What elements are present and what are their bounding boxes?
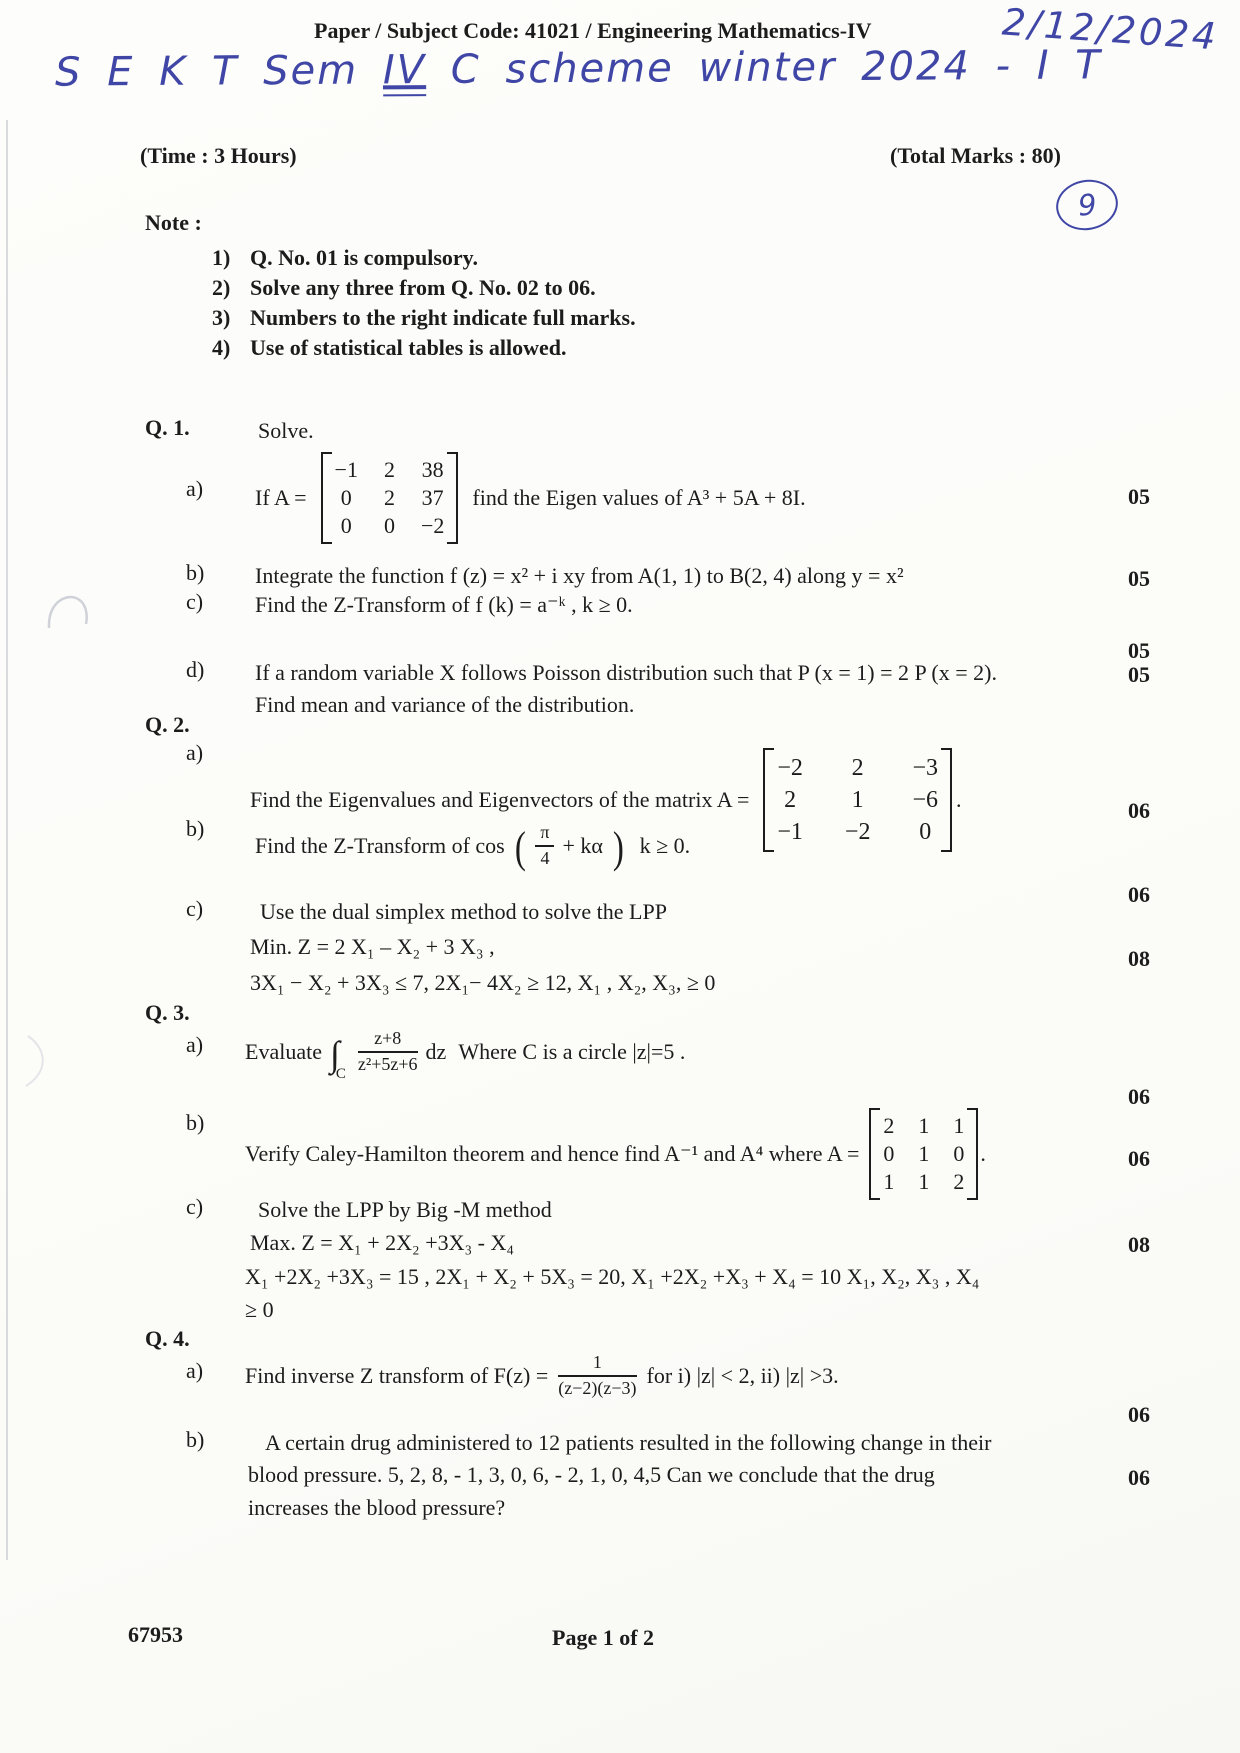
q1d-line2: Find mean and variance of the distribution. bbox=[255, 692, 635, 717]
q3b-post: . bbox=[980, 1141, 986, 1166]
fraction-numerator: z+8 bbox=[358, 1028, 418, 1053]
matrix-cell: −1 bbox=[777, 819, 803, 845]
time-allowed: (Time : 3 Hours) bbox=[140, 143, 297, 168]
q1a-marks: 05 bbox=[1128, 484, 1150, 509]
matrix-cell: 2 bbox=[383, 485, 395, 510]
q4b-line1: A certain drug administered to 12 patients resulted in the following change in their bbox=[265, 1430, 992, 1455]
q3-number: Q. 3. bbox=[145, 1000, 190, 1025]
matrix-cell: 1 bbox=[883, 1169, 895, 1194]
q4a-fraction bbox=[558, 1352, 636, 1399]
handwritten-grade-circle bbox=[1052, 175, 1122, 235]
q3a-dz: dz bbox=[425, 1038, 447, 1064]
q2a-marks: 06 bbox=[1128, 798, 1150, 823]
q1-number: Q. 1. bbox=[145, 415, 190, 440]
note-item-3-num: 3) bbox=[212, 305, 231, 330]
q3a-statement bbox=[245, 1028, 686, 1082]
fraction-denominator: 4 bbox=[540, 847, 550, 868]
q2c-line3: 3X₁ − X₂ + 3X₃ ≤ 7, 2X₁− 4X₂ ≥ 12, X₁ , X₂, X₃, ≥ 0 bbox=[250, 970, 716, 995]
matrix-cell: 2 bbox=[883, 1113, 895, 1138]
q2b-label: b) bbox=[186, 816, 205, 841]
q1c-marks: 05 bbox=[1128, 638, 1150, 663]
q1a-matrix bbox=[321, 452, 459, 544]
q3c-line2: Max. Z = X₁ + 2X₂ +3X₃ - X₄ bbox=[250, 1230, 515, 1255]
q4b-line2: blood pressure. 5, 2, 8, - 1, 3, 0, 6, - 2, 1, 0, 4,5 Can we conclude that the drug bbox=[248, 1462, 935, 1487]
q4b-marks: 06 bbox=[1128, 1465, 1150, 1490]
matrix-cell: −2 bbox=[420, 513, 445, 538]
matrix-cell: 37 bbox=[421, 485, 444, 510]
matrix-cell: 2 bbox=[953, 1169, 965, 1194]
fraction-numerator: 1 bbox=[558, 1352, 636, 1377]
matrix-cell: 2 bbox=[784, 787, 797, 813]
q2c-label: c) bbox=[186, 896, 204, 921]
q2b-marks: 06 bbox=[1128, 882, 1150, 907]
q2c-line2: Min. Z = 2 X₁ – X₂ + 3 X₃ , bbox=[250, 934, 495, 959]
q1b-label: b) bbox=[186, 560, 205, 585]
handwritten-grade: 9 bbox=[1076, 187, 1098, 223]
footer-paper-code: 67953 bbox=[128, 1622, 183, 1647]
class-note-part1: S E K T Sem bbox=[54, 47, 359, 96]
fraction-denominator: (z−2)(z−3) bbox=[558, 1377, 637, 1398]
q3c-label: c) bbox=[186, 1194, 204, 1219]
matrix-cell: −2 bbox=[777, 755, 803, 781]
integral-sign bbox=[329, 1033, 350, 1082]
note-item-1-num: 1) bbox=[212, 245, 231, 270]
note-item-2-num: 2) bbox=[212, 275, 231, 300]
q3a-post: Where C is a circle |z|=5 . bbox=[458, 1038, 686, 1064]
matrix-cell: 38 bbox=[421, 457, 444, 482]
note-item-4-num: 4) bbox=[212, 335, 231, 360]
q3c-line3: X₁ +2X₂ +3X₃ = 15 , 2X₁ + X₂ + 5X₃ = 20, X₁ +2X₂ +X₃ + X₄ = 10 X₁, X₂, X₃ , X₄ bbox=[245, 1264, 980, 1289]
q2b-post: k ≥ 0. bbox=[639, 832, 691, 858]
handwritten-date: 2/12/2024 bbox=[1000, 0, 1220, 59]
q1d-marks: 05 bbox=[1128, 662, 1150, 687]
q2a-matrix bbox=[763, 748, 952, 852]
q2-number: Q. 2. bbox=[145, 712, 190, 737]
q3b-matrix bbox=[869, 1108, 978, 1200]
q2b-statement: Find the Z-Transform of cos ( $\frac{\pi}{4}$ + kα ) k ≥ 0. bbox=[255, 822, 691, 872]
q1a-pre: If A = bbox=[255, 485, 307, 510]
q2b-fraction bbox=[535, 822, 554, 869]
matrix-cell: −2 bbox=[844, 819, 871, 845]
q1b-marks: 05 bbox=[1128, 566, 1150, 591]
class-note-sem-underlined: IV bbox=[383, 47, 427, 96]
matrix-cell: 0 bbox=[919, 819, 932, 845]
matrix-cell: 2 bbox=[851, 755, 864, 781]
q3c-marks: 08 bbox=[1128, 1232, 1150, 1257]
q4b-label: b) bbox=[186, 1427, 205, 1452]
q2a-label: a) bbox=[186, 740, 204, 765]
q2a-pre: Find the Eigenvalues and Eigenvectors of the matrix A = bbox=[250, 787, 750, 812]
q2c-line1: Use the dual simplex method to solve the LPP bbox=[260, 899, 667, 924]
matrix-cell: 1 bbox=[953, 1113, 965, 1138]
integral-subscript: C bbox=[335, 1065, 346, 1082]
q2a-post: . bbox=[956, 787, 962, 812]
q3b-label: b) bbox=[186, 1110, 205, 1135]
q3b-marks: 06 bbox=[1128, 1146, 1150, 1171]
q4-number: Q. 4. bbox=[145, 1326, 190, 1351]
matrix-cell: 0 bbox=[953, 1141, 965, 1166]
scan-edge-line bbox=[6, 120, 8, 1560]
q3a-pre: Evaluate bbox=[245, 1038, 322, 1064]
q1c-label: c) bbox=[186, 589, 204, 614]
q3b-pre: Verify Caley-Hamilton theorem and hence find A⁻¹ and A⁴ where A = bbox=[245, 1141, 860, 1166]
header-title: Paper / Subject Code: 41021 / Engineering Mathematics-IV bbox=[314, 18, 872, 43]
handwritten-class-note bbox=[55, 42, 1102, 95]
q1d-label: d) bbox=[186, 657, 205, 682]
q4a-pre: Find inverse Z transform of F(z) = bbox=[245, 1362, 549, 1388]
q4a-statement bbox=[245, 1352, 839, 1399]
faint-curve-mark bbox=[18, 1030, 58, 1090]
q1d-line1: If a random variable X follows Poisson distribution such that P (x = 1) = 2 P (x = 2). bbox=[255, 660, 997, 685]
q2c-marks: 08 bbox=[1128, 946, 1150, 971]
matrix-cell: −1 bbox=[334, 457, 358, 482]
q3a-marks: 06 bbox=[1128, 1084, 1150, 1109]
q1a-label: a) bbox=[186, 476, 204, 501]
matrix-cell: 0 bbox=[340, 513, 352, 538]
q2b-pre: Find the Z-Transform of cos bbox=[255, 832, 505, 858]
total-marks: (Total Marks : 80) bbox=[890, 143, 1061, 168]
q4a-label: a) bbox=[186, 1358, 204, 1383]
fraction-numerator: π bbox=[535, 822, 554, 847]
q3b-statement bbox=[245, 1108, 986, 1200]
matrix-cell: −6 bbox=[912, 787, 938, 813]
matrix-cell: 0 bbox=[883, 1141, 895, 1166]
q4a-marks: 06 bbox=[1128, 1402, 1150, 1427]
note-heading: Note : bbox=[145, 210, 202, 235]
matrix-cell: 1 bbox=[918, 1141, 930, 1166]
q4a-post: for i) |z| < 2, ii) |z| >3. bbox=[646, 1362, 839, 1388]
q3c-line4: ≥ 0 bbox=[245, 1297, 274, 1322]
pencil-arc-mark bbox=[44, 588, 94, 632]
fraction-denominator: z²+5z+6 bbox=[357, 1053, 418, 1074]
q1c-text: Find the Z-Transform of f (k) = a⁻ᵏ , k ≥ 0. bbox=[255, 592, 633, 617]
q3a-label: a) bbox=[186, 1032, 204, 1057]
footer-page-number: Page 1 of 2 bbox=[552, 1625, 655, 1650]
q1-title: Solve. bbox=[258, 418, 314, 443]
class-note-part2: C scheme winter 2024 - I T bbox=[450, 42, 1102, 93]
q3c-line1: Solve the LPP by Big -M method bbox=[258, 1197, 552, 1222]
matrix-cell: 0 bbox=[340, 485, 352, 510]
matrix-cell: 1 bbox=[918, 1113, 930, 1138]
q1b-text: Integrate the function f (z) = x² + i xy from A(1, 1) to B(2, 4) along y = x² bbox=[255, 563, 904, 588]
matrix-cell: 1 bbox=[851, 787, 864, 813]
matrix-cell: 2 bbox=[383, 457, 395, 482]
integral-glyph: ∫ bbox=[329, 1033, 340, 1074]
note-item-3: Numbers to the right indicate full marks. bbox=[250, 305, 636, 330]
q1a-post: find the Eigen values of A³ + 5A + 8I. bbox=[472, 485, 806, 510]
q3a-fraction bbox=[358, 1028, 418, 1075]
q2b-mid: + kα bbox=[562, 832, 603, 858]
matrix-cell: 1 bbox=[918, 1169, 930, 1194]
matrix-cell: −3 bbox=[912, 755, 938, 781]
note-item-2: Solve any three from Q. No. 02 to 06. bbox=[250, 275, 596, 300]
q1a-statement bbox=[255, 452, 806, 544]
note-item-4: Use of statistical tables is allowed. bbox=[250, 335, 567, 360]
matrix-cell: 0 bbox=[383, 513, 395, 538]
q4b-line3: increases the blood pressure? bbox=[248, 1495, 506, 1520]
note-item-1: Q. No. 01 is compulsory. bbox=[250, 245, 478, 270]
